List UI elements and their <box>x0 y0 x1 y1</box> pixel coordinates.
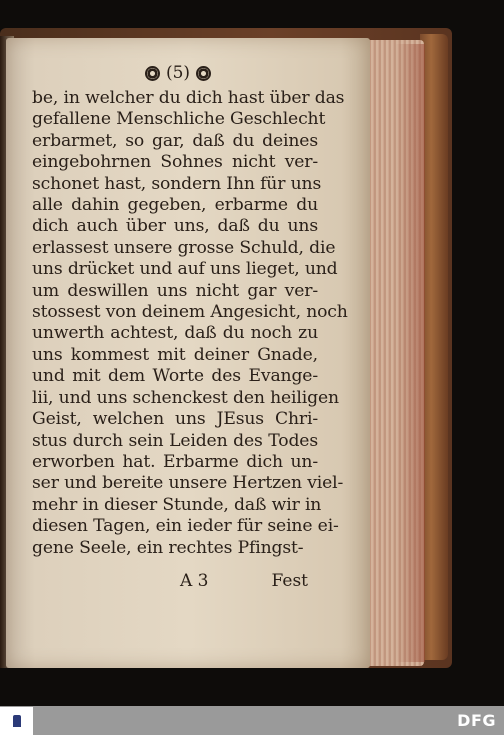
text-line: alle dahin gegeben, erbarme du <box>32 195 318 216</box>
text-line: stus durch sein Leiden des Todes <box>32 430 318 451</box>
viewer-footer-bar <box>0 706 504 735</box>
library-logo-mark <box>13 715 21 727</box>
text-line: unwerth achtest, daß du noch zu <box>32 323 318 344</box>
ornament-right-icon <box>196 66 211 81</box>
page-edge-shade <box>395 44 425 662</box>
text-line: uns kommest mit deiner Gnade, <box>32 344 318 365</box>
library-logo-icon[interactable] <box>0 707 33 735</box>
text-line: mehr in dieser Stunde, daß wir in <box>32 494 322 515</box>
page-footer-marks <box>180 570 308 592</box>
text-line: uns drücket und auf uns lieget, und <box>32 259 338 280</box>
dfg-logo[interactable]: DFG <box>457 710 496 730</box>
text-line: erlassest unsere grosse Schuld, die <box>32 237 336 258</box>
text-line: schonet hast, sondern Ihn für uns <box>32 173 322 194</box>
page-text <box>32 88 348 559</box>
page-header <box>130 62 226 84</box>
text-line: eingebohrnen Sohnes nicht ver- <box>32 152 318 173</box>
text-line: um deswillen uns nicht gar ver- <box>32 280 318 301</box>
catchword: Fest <box>271 571 308 591</box>
text-line: gene Seele, ein rechtes Pfingst- <box>32 537 304 558</box>
text-line: und mit dem Worte des Evange- <box>32 366 318 387</box>
text-line: erbarmet, so gar, daß du deines <box>32 130 318 151</box>
text-line: Geist, welchen uns JEsus Chri- <box>32 409 318 430</box>
page-number: (5) <box>165 63 191 83</box>
text-line: dich auch über uns, daß du uns <box>32 216 318 237</box>
text-line: ser und bereite unsere Hertzen viel- <box>32 473 344 494</box>
ornament-left-icon <box>145 66 160 81</box>
text-line: gefallene Menschliche Geschlecht <box>32 109 326 130</box>
text-line: diesen Tagen, ein ieder für seine ei- <box>32 516 339 537</box>
text-line: be, in welcher du dich hast über das <box>32 88 345 108</box>
text-line: stossest von deinem Angesicht, noch <box>32 302 348 323</box>
text-line: lii, und uns schenckest den heiligen <box>32 387 339 408</box>
signature-mark: A 3 <box>180 571 209 591</box>
text-line: erworben hat. Erbarme dich un- <box>32 451 318 472</box>
